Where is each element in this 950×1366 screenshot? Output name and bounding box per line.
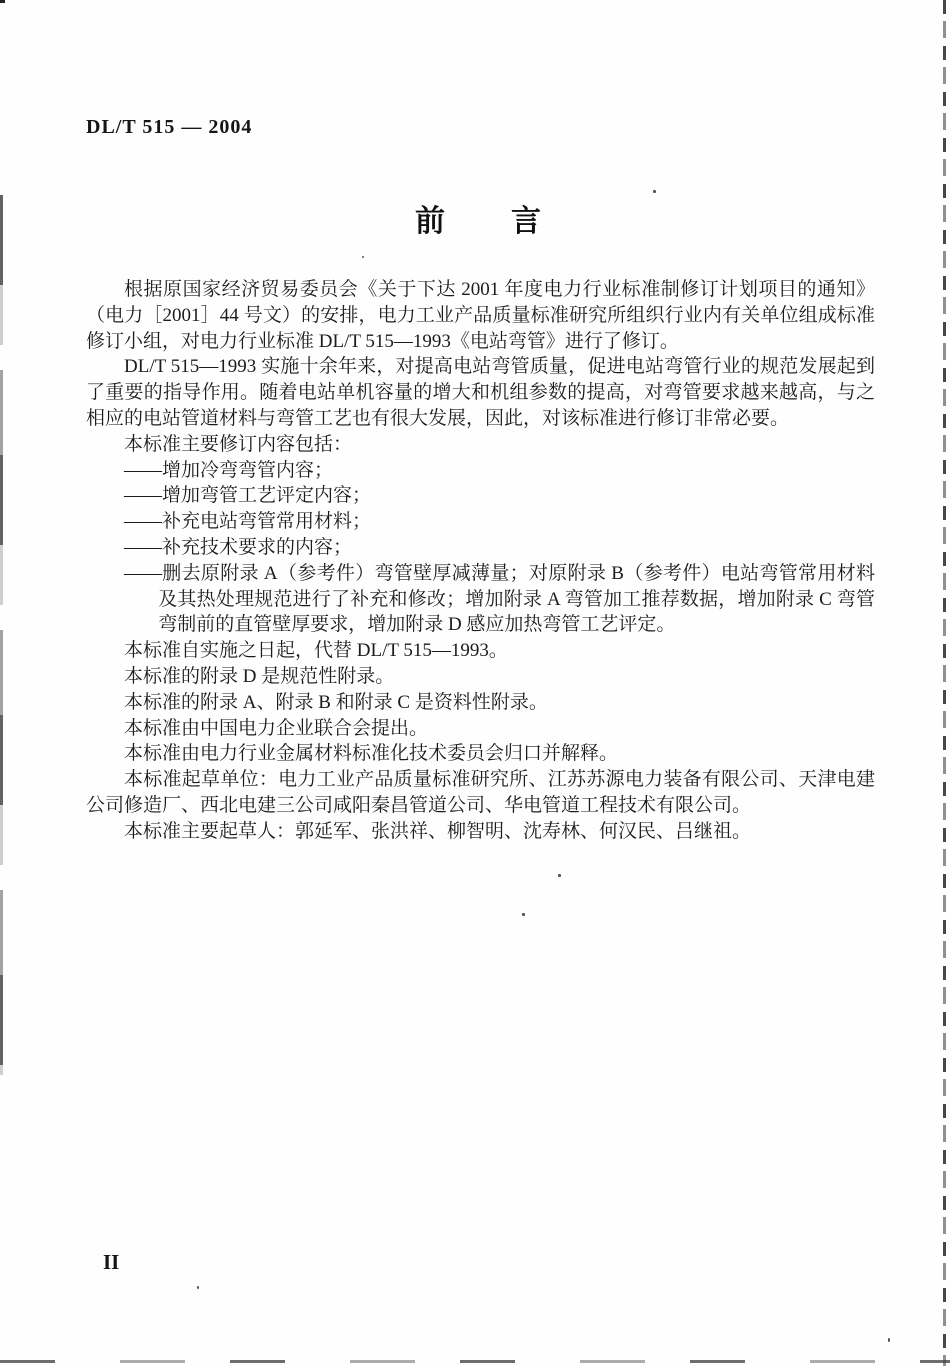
paragraph-replacement: 本标准自实施之日起，代替 DL/T 515—1993。 [124, 640, 508, 662]
scan-artifact-speck [197, 1286, 199, 1289]
scan-artifact-speck [362, 256, 364, 258]
scan-artifact-speck [558, 874, 561, 877]
paragraph-drafting-units: 本标准起草单位：电力工业产品质量标准研究所、江苏苏源电力装备有限公司、天津电建公司修造厂、西北电建三公司咸阳秦昌管道公司、华电管道工程技术有限公司。 [86, 769, 875, 816]
revision-item: ——补充电站弯管常用材料； [124, 511, 372, 533]
foreword-body [86, 277, 875, 845]
paragraph-drafters: 本标准主要起草人：郭延军、张洪祥、柳智明、沈寿林、何汉民、吕继祖。 [124, 820, 752, 842]
scan-artifact-speck [653, 190, 656, 193]
revision-item: ——增加冷弯弯管内容； [124, 459, 334, 481]
scan-artifact-speck [888, 1338, 890, 1342]
standard-number-header: DL/T 515 — 2004 [86, 116, 253, 138]
foreword-title: 前 言 [415, 205, 543, 238]
paragraph-revision-reason: DL/T 515—1993 实施十余年来，对提高电站弯管质量，促进电站弯管行业的规范发展起到了重要的指导作用。随着电站单机容量的增大和机组参数的提高，对弯管要求越来越高，与之相应的电站管道材料与弯管工艺也有很大发展，因此，对该标准进行修订非常必要。 [86, 356, 875, 429]
page-number: II [103, 1250, 120, 1274]
scan-artifact-right-edge [943, 0, 946, 1366]
scan-artifact-left-edge [0, 195, 3, 1075]
revision-item: ——补充技术要求的内容； [124, 536, 353, 558]
scan-artifact-corner-mark [0, 0, 5, 3]
scan-artifact-bottom-edge [0, 1360, 950, 1363]
paragraph-proposed-by: 本标准由中国电力企业联合会提出。 [124, 717, 429, 739]
revision-item: ——增加弯管工艺评定内容； [124, 485, 372, 507]
paragraph-normative-annex: 本标准的附录 D 是规范性附录。 [124, 665, 395, 687]
paragraph-informative-annex: 本标准的附录 A、附录 B 和附录 C 是资料性附录。 [124, 691, 548, 713]
paragraph-interpreted-by: 本标准由电力行业金属材料标准化技术委员会归口并解释。 [124, 743, 619, 765]
revision-item: ——删去原附录 A（参考件）弯管壁厚减薄量；对原附录 B（参考件）电站弯管常用材料及其热处理规范进行了补充和修改；增加附录 A 弯管加工推荐数据，增加附录 C 弯管弯制前的直管壁厚要求，增加附录 D 感应加热弯管工艺评定。 [124, 562, 875, 636]
paragraph-background: 根据原国家经济贸易委员会《关于下达 2001 年度电力行业标准制修订计划项目的通知》（电力［2001］44 号文）的安排，电力工业产品质量标准研究所组织行业内有关单位组成标准修订小组，对电力行业标准 DL/T 515—1993《电站弯管》进行了修订。 [86, 279, 875, 352]
scan-artifact-speck [522, 913, 525, 916]
paragraph-revision-intro: 本标准主要修订内容包括： [124, 433, 353, 455]
